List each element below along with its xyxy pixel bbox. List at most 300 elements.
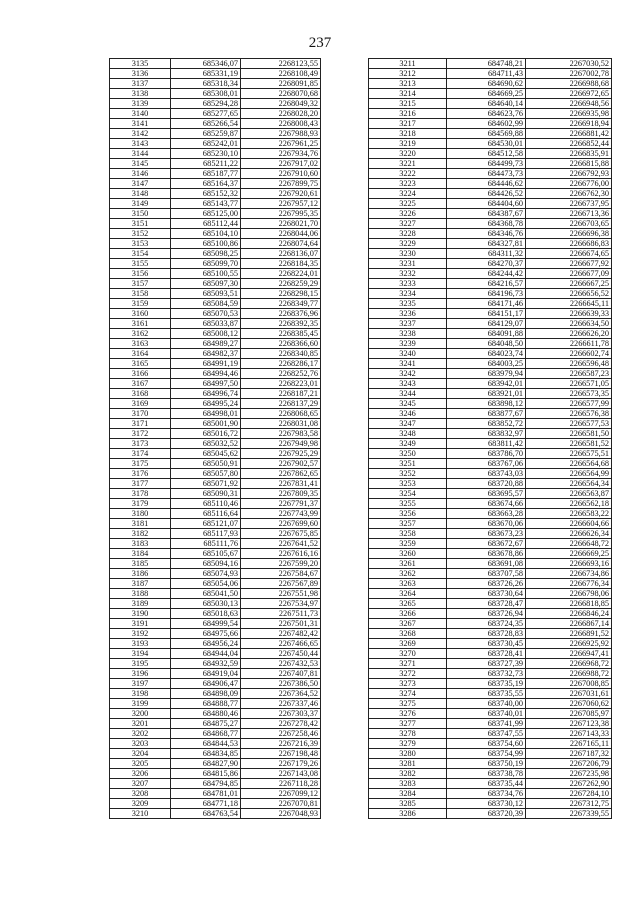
point-number-cell: 3260 [369, 549, 447, 559]
y-coordinate-cell: 2268184,35 [241, 259, 321, 269]
point-number-cell: 3284 [369, 789, 447, 799]
point-number-cell: 3246 [369, 409, 447, 419]
table-row [110, 339, 321, 349]
table-row [110, 549, 321, 559]
x-coordinate-cell: 685070,53 [171, 309, 241, 319]
y-coordinate-cell: 2266564,68 [526, 459, 612, 469]
x-coordinate-cell: 684763,54 [171, 809, 241, 819]
point-number-cell: 3208 [110, 789, 171, 799]
point-number-cell: 3204 [110, 749, 171, 759]
point-number-cell: 3236 [369, 309, 447, 319]
x-coordinate-cell: 684499,73 [447, 159, 526, 169]
point-number-cell: 3185 [110, 559, 171, 569]
point-number-cell: 3196 [110, 669, 171, 679]
y-coordinate-cell: 2266686,83 [526, 239, 612, 249]
table-row [110, 419, 321, 429]
point-number-cell: 3142 [110, 129, 171, 139]
y-coordinate-cell: 2267258,46 [241, 729, 321, 739]
y-coordinate-cell: 2267216,39 [241, 739, 321, 749]
point-number-cell: 3141 [110, 119, 171, 129]
y-coordinate-cell: 2267187,32 [526, 749, 612, 759]
point-number-cell: 3213 [369, 79, 447, 89]
y-coordinate-cell: 2266947,41 [526, 649, 612, 659]
point-number-cell: 3161 [110, 319, 171, 329]
table-row [369, 129, 612, 139]
point-number-cell: 3278 [369, 729, 447, 739]
y-coordinate-cell: 2267961,25 [241, 139, 321, 149]
point-number-cell: 3264 [369, 589, 447, 599]
table-row [110, 219, 321, 229]
table-row [369, 589, 612, 599]
point-number-cell: 3224 [369, 189, 447, 199]
x-coordinate-cell: 684794,85 [171, 779, 241, 789]
point-number-cell: 3138 [110, 89, 171, 99]
table-row [369, 149, 612, 159]
y-coordinate-cell: 2267143,33 [526, 729, 612, 739]
x-coordinate-cell: 684473,73 [447, 169, 526, 179]
point-number-cell: 3198 [110, 689, 171, 699]
table-row [369, 209, 612, 219]
table-row [110, 69, 321, 79]
x-coordinate-cell: 685112,44 [171, 219, 241, 229]
y-coordinate-cell: 2266713,36 [526, 209, 612, 219]
y-coordinate-cell: 2267466,65 [241, 639, 321, 649]
table-row [110, 459, 321, 469]
x-coordinate-cell: 684999,54 [171, 619, 241, 629]
point-number-cell: 3187 [110, 579, 171, 589]
x-coordinate-cell: 684919,04 [171, 669, 241, 679]
point-number-cell: 3165 [110, 359, 171, 369]
point-number-cell: 3153 [110, 239, 171, 249]
x-coordinate-cell: 684815,86 [171, 769, 241, 779]
table-row [110, 289, 321, 299]
y-coordinate-cell: 2267482,42 [241, 629, 321, 639]
point-number-cell: 3174 [110, 449, 171, 459]
y-coordinate-cell: 2267262,90 [526, 779, 612, 789]
y-coordinate-cell: 2266818,85 [526, 599, 612, 609]
x-coordinate-cell: 683670,06 [447, 519, 526, 529]
table-row [110, 569, 321, 579]
table-row [110, 239, 321, 249]
x-coordinate-cell: 685187,77 [171, 169, 241, 179]
point-number-cell: 3210 [110, 809, 171, 819]
y-coordinate-cell: 2266762,30 [526, 189, 612, 199]
table-row [369, 429, 612, 439]
y-coordinate-cell: 2267278,42 [241, 719, 321, 729]
table-row [369, 169, 612, 179]
y-coordinate-cell: 2267599,20 [241, 559, 321, 569]
x-coordinate-cell: 685125,00 [171, 209, 241, 219]
point-number-cell: 3139 [110, 99, 171, 109]
point-number-cell: 3144 [110, 149, 171, 159]
table-row [110, 429, 321, 439]
x-coordinate-cell: 685117,93 [171, 529, 241, 539]
point-number-cell: 3221 [369, 159, 447, 169]
y-coordinate-cell: 2266562,18 [526, 499, 612, 509]
point-number-cell: 3227 [369, 219, 447, 229]
x-coordinate-cell: 684888,77 [171, 699, 241, 709]
x-coordinate-cell: 683678,86 [447, 549, 526, 559]
point-number-cell: 3154 [110, 249, 171, 259]
point-number-cell: 3254 [369, 489, 447, 499]
table-row [369, 109, 612, 119]
point-number-cell: 3145 [110, 159, 171, 169]
table-row [110, 409, 321, 419]
point-number-cell: 3239 [369, 339, 447, 349]
x-coordinate-cell: 684711,43 [447, 69, 526, 79]
x-coordinate-cell: 684868,77 [171, 729, 241, 739]
x-coordinate-cell: 685111,76 [171, 539, 241, 549]
y-coordinate-cell: 2267312,75 [526, 799, 612, 809]
table-row [110, 689, 321, 699]
y-coordinate-cell: 2268021,70 [241, 219, 321, 229]
table-row [369, 399, 612, 409]
x-coordinate-cell: 684602,99 [447, 119, 526, 129]
point-number-cell: 3149 [110, 199, 171, 209]
point-number-cell: 3183 [110, 539, 171, 549]
table-row [369, 529, 612, 539]
y-coordinate-cell: 2266576,38 [526, 409, 612, 419]
y-coordinate-cell: 2267179,26 [241, 759, 321, 769]
table-row [369, 119, 612, 129]
point-number-cell: 3275 [369, 699, 447, 709]
y-coordinate-cell: 2266798,06 [526, 589, 612, 599]
x-coordinate-cell: 683754,99 [447, 749, 526, 759]
y-coordinate-cell: 2266581,52 [526, 439, 612, 449]
point-number-cell: 3256 [369, 509, 447, 519]
y-coordinate-cell: 2266648,72 [526, 539, 612, 549]
point-number-cell: 3286 [369, 809, 447, 819]
point-number-cell: 3170 [110, 409, 171, 419]
x-coordinate-cell: 684875,27 [171, 719, 241, 729]
x-coordinate-cell: 684446,62 [447, 179, 526, 189]
x-coordinate-cell: 685074,93 [171, 569, 241, 579]
x-coordinate-cell: 683673,23 [447, 529, 526, 539]
x-coordinate-cell: 684996,74 [171, 389, 241, 399]
x-coordinate-cell: 684989,27 [171, 339, 241, 349]
table-row [110, 159, 321, 169]
table-row [110, 709, 321, 719]
y-coordinate-cell: 2266669,25 [526, 549, 612, 559]
point-number-cell: 3135 [110, 59, 171, 69]
x-coordinate-cell: 684994,46 [171, 369, 241, 379]
x-coordinate-cell: 683754,60 [447, 739, 526, 749]
point-number-cell: 3172 [110, 429, 171, 439]
x-coordinate-cell: 683852,72 [447, 419, 526, 429]
table-row [110, 739, 321, 749]
table-row [110, 809, 321, 819]
x-coordinate-cell: 683741,99 [447, 719, 526, 729]
x-coordinate-cell: 684327,81 [447, 239, 526, 249]
table-row [110, 299, 321, 309]
x-coordinate-cell: 684151,17 [447, 309, 526, 319]
y-coordinate-cell: 2267235,98 [526, 769, 612, 779]
x-coordinate-cell: 683740,00 [447, 699, 526, 709]
x-coordinate-cell: 684898,09 [171, 689, 241, 699]
x-coordinate-cell: 684512,58 [447, 149, 526, 159]
x-coordinate-cell: 683734,76 [447, 789, 526, 799]
table-row [110, 469, 321, 479]
table-row [110, 369, 321, 379]
x-coordinate-cell: 683726,94 [447, 609, 526, 619]
y-coordinate-cell: 2266776,34 [526, 579, 612, 589]
x-coordinate-cell: 685143,77 [171, 199, 241, 209]
x-coordinate-cell: 684387,67 [447, 209, 526, 219]
x-coordinate-cell: 685116,64 [171, 509, 241, 519]
x-coordinate-cell: 683691,08 [447, 559, 526, 569]
x-coordinate-cell: 684244,42 [447, 269, 526, 279]
x-coordinate-cell: 685050,91 [171, 459, 241, 469]
y-coordinate-cell: 2267284,10 [526, 789, 612, 799]
table-row [369, 799, 612, 809]
x-coordinate-cell: 685045,62 [171, 449, 241, 459]
y-coordinate-cell: 2267641,52 [241, 539, 321, 549]
table-row [369, 359, 612, 369]
table-row [110, 259, 321, 269]
table-row [110, 789, 321, 799]
x-coordinate-cell: 684023,74 [447, 349, 526, 359]
table-row [369, 309, 612, 319]
y-coordinate-cell: 2268008,43 [241, 119, 321, 129]
table-row [110, 589, 321, 599]
x-coordinate-cell: 684426,52 [447, 189, 526, 199]
table-row [110, 139, 321, 149]
y-coordinate-cell: 2267337,46 [241, 699, 321, 709]
x-coordinate-cell: 685308,01 [171, 89, 241, 99]
x-coordinate-cell: 683735,55 [447, 689, 526, 699]
point-number-cell: 3280 [369, 749, 447, 759]
table-row [110, 389, 321, 399]
y-coordinate-cell: 2266564,34 [526, 479, 612, 489]
x-coordinate-cell: 683728,47 [447, 599, 526, 609]
x-coordinate-cell: 683674,66 [447, 499, 526, 509]
y-coordinate-cell: 2268223,01 [241, 379, 321, 389]
y-coordinate-cell: 2266703,65 [526, 219, 612, 229]
x-coordinate-cell: 685018,63 [171, 609, 241, 619]
x-coordinate-cell: 685105,67 [171, 549, 241, 559]
y-coordinate-cell: 2268224,01 [241, 269, 321, 279]
x-coordinate-cell: 684906,47 [171, 679, 241, 689]
y-coordinate-cell: 2267002,78 [526, 69, 612, 79]
y-coordinate-cell: 2266891,52 [526, 629, 612, 639]
point-number-cell: 3152 [110, 229, 171, 239]
table-row [369, 559, 612, 569]
y-coordinate-cell: 2267983,58 [241, 429, 321, 439]
table-row [110, 759, 321, 769]
y-coordinate-cell: 2267085,97 [526, 709, 612, 719]
point-number-cell: 3282 [369, 769, 447, 779]
y-coordinate-cell: 2266577,53 [526, 419, 612, 429]
y-coordinate-cell: 2267501,31 [241, 619, 321, 629]
table-row [369, 79, 612, 89]
x-coordinate-cell: 685211,22 [171, 159, 241, 169]
x-coordinate-cell: 684003,25 [447, 359, 526, 369]
coordinates-table-left [109, 58, 321, 819]
table-row [369, 419, 612, 429]
table-row [110, 329, 321, 339]
table-row [110, 249, 321, 259]
x-coordinate-cell: 684404,60 [447, 199, 526, 209]
point-number-cell: 3163 [110, 339, 171, 349]
point-number-cell: 3270 [369, 649, 447, 659]
table-row [110, 229, 321, 239]
table-row [369, 639, 612, 649]
point-number-cell: 3248 [369, 429, 447, 439]
x-coordinate-cell: 683738,78 [447, 769, 526, 779]
point-number-cell: 3238 [369, 329, 447, 339]
table-row [110, 89, 321, 99]
table-row [110, 59, 321, 69]
point-number-cell: 3178 [110, 489, 171, 499]
x-coordinate-cell: 685033,87 [171, 319, 241, 329]
table-row [110, 679, 321, 689]
point-number-cell: 3267 [369, 619, 447, 629]
point-number-cell: 3177 [110, 479, 171, 489]
point-number-cell: 3265 [369, 599, 447, 609]
table-row [110, 619, 321, 629]
y-coordinate-cell: 2268340,85 [241, 349, 321, 359]
point-number-cell: 3228 [369, 229, 447, 239]
point-number-cell: 3258 [369, 529, 447, 539]
y-coordinate-cell: 2268044,06 [241, 229, 321, 239]
x-coordinate-cell: 685152,32 [171, 189, 241, 199]
y-coordinate-cell: 2266852,44 [526, 139, 612, 149]
point-number-cell: 3226 [369, 209, 447, 219]
y-coordinate-cell: 2267031,61 [526, 689, 612, 699]
x-coordinate-cell: 683730,12 [447, 799, 526, 809]
x-coordinate-cell: 685057,80 [171, 469, 241, 479]
x-coordinate-cell: 684944,04 [171, 649, 241, 659]
table-row [369, 569, 612, 579]
point-number-cell: 3223 [369, 179, 447, 189]
y-coordinate-cell: 2268286,17 [241, 359, 321, 369]
x-coordinate-cell: 684834,85 [171, 749, 241, 759]
x-coordinate-cell: 683786,70 [447, 449, 526, 459]
x-coordinate-cell: 684129,07 [447, 319, 526, 329]
y-coordinate-cell: 2266667,25 [526, 279, 612, 289]
x-coordinate-cell: 683750,19 [447, 759, 526, 769]
x-coordinate-cell: 683832,97 [447, 429, 526, 439]
table-row [110, 169, 321, 179]
table-row [369, 609, 612, 619]
table-row [110, 439, 321, 449]
y-coordinate-cell: 2267862,65 [241, 469, 321, 479]
point-number-cell: 3273 [369, 679, 447, 689]
point-number-cell: 3175 [110, 459, 171, 469]
x-coordinate-cell: 685001,90 [171, 419, 241, 429]
table-row [369, 339, 612, 349]
x-coordinate-cell: 684991,19 [171, 359, 241, 369]
point-number-cell: 3137 [110, 79, 171, 89]
table-row [110, 359, 321, 369]
point-number-cell: 3237 [369, 319, 447, 329]
y-coordinate-cell: 2267995,35 [241, 209, 321, 219]
point-number-cell: 3266 [369, 609, 447, 619]
x-coordinate-cell: 685121,07 [171, 519, 241, 529]
table-row [369, 499, 612, 509]
x-coordinate-cell: 684975,66 [171, 629, 241, 639]
table-row [369, 769, 612, 779]
y-coordinate-cell: 2268137,29 [241, 399, 321, 409]
x-coordinate-cell: 685294,28 [171, 99, 241, 109]
x-coordinate-cell: 683735,19 [447, 679, 526, 689]
table-row [110, 319, 321, 329]
point-number-cell: 3217 [369, 119, 447, 129]
point-number-cell: 3203 [110, 739, 171, 749]
y-coordinate-cell: 2266935,98 [526, 109, 612, 119]
x-coordinate-cell: 684640,14 [447, 99, 526, 109]
x-coordinate-cell: 684196,73 [447, 289, 526, 299]
y-coordinate-cell: 2267743,99 [241, 509, 321, 519]
table-row [369, 619, 612, 629]
x-coordinate-cell: 685100,86 [171, 239, 241, 249]
point-number-cell: 3150 [110, 209, 171, 219]
x-coordinate-cell: 683732,73 [447, 669, 526, 679]
y-coordinate-cell: 2267957,12 [241, 199, 321, 209]
y-coordinate-cell: 2268187,21 [241, 389, 321, 399]
x-coordinate-cell: 684623,76 [447, 109, 526, 119]
x-coordinate-cell: 685097,30 [171, 279, 241, 289]
y-coordinate-cell: 2266968,72 [526, 659, 612, 669]
table-row [110, 449, 321, 459]
table-row [110, 539, 321, 549]
x-coordinate-cell: 684368,78 [447, 219, 526, 229]
table-row [110, 189, 321, 199]
table-row [110, 729, 321, 739]
x-coordinate-cell: 685016,72 [171, 429, 241, 439]
y-coordinate-cell: 2267008,85 [526, 679, 612, 689]
y-coordinate-cell: 2266792,93 [526, 169, 612, 179]
y-coordinate-cell: 2267198,48 [241, 749, 321, 759]
table-row [369, 449, 612, 459]
x-coordinate-cell: 685030,13 [171, 599, 241, 609]
y-coordinate-cell: 2268136,07 [241, 249, 321, 259]
x-coordinate-cell: 683898,12 [447, 399, 526, 409]
y-coordinate-cell: 2267206,79 [526, 759, 612, 769]
point-number-cell: 3240 [369, 349, 447, 359]
x-coordinate-cell: 683767,06 [447, 459, 526, 469]
point-number-cell: 3216 [369, 109, 447, 119]
point-number-cell: 3222 [369, 169, 447, 179]
y-coordinate-cell: 2268028,20 [241, 109, 321, 119]
table-row [369, 549, 612, 559]
point-number-cell: 3192 [110, 629, 171, 639]
point-number-cell: 3214 [369, 89, 447, 99]
table-row [110, 79, 321, 89]
table-row [369, 189, 612, 199]
x-coordinate-cell: 683672,67 [447, 539, 526, 549]
point-number-cell: 3245 [369, 399, 447, 409]
table-row [369, 99, 612, 109]
y-coordinate-cell: 2266677,09 [526, 269, 612, 279]
point-number-cell: 3207 [110, 779, 171, 789]
y-coordinate-cell: 2266626,20 [526, 329, 612, 339]
point-number-cell: 3283 [369, 779, 447, 789]
table-row [110, 669, 321, 679]
point-number-cell: 3262 [369, 569, 447, 579]
x-coordinate-cell: 683740,01 [447, 709, 526, 719]
y-coordinate-cell: 2266693,16 [526, 559, 612, 569]
table-row [110, 179, 321, 189]
x-coordinate-cell: 684091,88 [447, 329, 526, 339]
y-coordinate-cell: 2268349,77 [241, 299, 321, 309]
point-number-cell: 3259 [369, 539, 447, 549]
point-number-cell: 3197 [110, 679, 171, 689]
x-coordinate-cell: 683979,94 [447, 369, 526, 379]
y-coordinate-cell: 2266918,94 [526, 119, 612, 129]
y-coordinate-cell: 2266867,14 [526, 619, 612, 629]
point-number-cell: 3190 [110, 609, 171, 619]
